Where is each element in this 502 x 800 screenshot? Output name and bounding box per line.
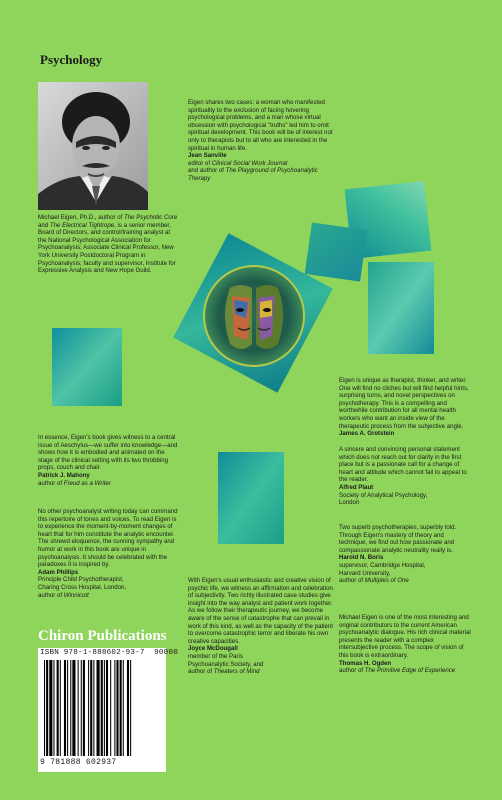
blurb-credential: Charing Cross Hospital, London, [38, 583, 127, 591]
barcode-bar [114, 660, 115, 756]
barcode-bar [106, 660, 108, 756]
bio-text: and [38, 221, 50, 229]
blurb-book-title: The Primitive Edge of Experience [364, 667, 456, 675]
isbn-line: ISBN 978-1-888602-93-7 90000 [40, 649, 178, 657]
barcode-bar [67, 660, 68, 756]
blurb-ogden [339, 614, 471, 675]
barcode-bar [83, 660, 85, 756]
barcode-bar [130, 660, 131, 756]
barcode-bar [120, 660, 122, 756]
blurb-credential: author of [188, 668, 214, 676]
blurb-credential: London [339, 499, 360, 507]
blurb-credential: Psychoanalytic Society, and [188, 660, 264, 668]
blurb-phillips [38, 508, 178, 599]
category-label: Psychology [40, 52, 103, 67]
bio-book-title: The Psychotic Core [124, 214, 178, 221]
blurb-credential: editor of [188, 159, 212, 167]
blurb-book-title: The Playground of Psychoanalytic Therapy [188, 167, 318, 182]
blurb-sanville [188, 99, 338, 183]
barcode-bar [60, 660, 61, 756]
blurb-boris [339, 524, 471, 585]
teal-square [218, 452, 284, 544]
blurb-attribution: Alfred Plaut [339, 483, 374, 491]
blurb-grotstein [339, 377, 471, 438]
blurb-credential: author of [38, 479, 64, 487]
barcode-bar [53, 660, 54, 756]
barcode-bar [110, 660, 111, 756]
blurb-book-title: Theaters of Mind [213, 668, 260, 676]
blurb-attribution: James A. Grotstein [339, 430, 395, 438]
blurb-credential: Harvard University, [339, 569, 391, 577]
blurb-text: Eigen is unique as therapist, thinker, and writer. One will find no cliches but will find helpful hints, surprising turns, and novel perspectives on psychotherapy. This is a compelling and worthwhile contribution for all mental health workers who want an inside view of the therapeutic process from the subjective angle. [339, 377, 469, 430]
bio-book-title: The Electrical Tightrope [49, 221, 115, 229]
blurb-credential: Principle Child Psychotherapist, [38, 576, 124, 584]
barcode-bar [49, 660, 52, 756]
author-bio [38, 214, 178, 275]
blurb-plaut [339, 446, 471, 507]
teal-square [368, 262, 434, 354]
barcode-bar [81, 660, 82, 756]
blurb-attribution: Joyce McDougall [188, 645, 238, 653]
barcode-bar [90, 660, 92, 756]
barcode [38, 648, 178, 772]
bio-text: Michael Eigen, Ph.D., author of [38, 214, 125, 221]
barcode-bar [64, 660, 66, 756]
blurb-book-title: Multiples of One [364, 577, 409, 585]
blurb-text: With Eigen's usual enthusiastic and creative vision of psychic life, we witness an affirmation and celebration of subjectivity. Two richly illustrated case studies give insight into the way analyst and patient work together. As we follow their therapeutic journey, we become aware of the sense of catastrophe that can prevail in work of this kind, as well as the capacity of the patient to overcome catastrophic terror and liberate his own creative capacities. [188, 577, 333, 645]
blurb-attribution: Patrick J. Mahony [38, 471, 90, 479]
barcode-bars [44, 660, 160, 756]
barcode-bar [97, 660, 100, 756]
blurb-credential: author of [339, 577, 365, 585]
blurb-text: A sincere and convincing personal statement which does not reach out for clarity in the first place but is a passionate call for a change of heart and attitude which cannot fail to appeal to the reader. [339, 446, 467, 484]
barcode-bar [44, 660, 45, 756]
teal-square [52, 328, 122, 406]
barcode-bar [93, 660, 94, 756]
blurb-credential: and author of [188, 167, 226, 175]
barcode-bar [88, 660, 89, 756]
barcode-bar [78, 660, 79, 756]
author-portrait [38, 82, 148, 210]
blurb-text: In essence, Eigen's book gives witness to a central issue of Aeschylus—we suffer into knowledge—and shows how it is embodied and animated on the stage of the clinical setting with its two throbbing props, couch and chair. [38, 434, 178, 472]
blurb-attribution: Harold N. Boris [339, 554, 384, 562]
blurb-book-title: Winnicott [63, 591, 89, 599]
blurb-text: No other psychoanalyst writing today can command this repertoire of tones and voices. To read Eigen is to experience the moment-by-moment changes of heart that for him constitute the analytic encounter. The shrewd eloquence, the cunning sympathy and humor at work in this book are unique in psychoanalysis. It should be celebrated with the paradoxes it is inspired by. [38, 508, 178, 569]
blurb-credential: supervisor, Cambridge Hospital, [339, 561, 426, 569]
barcode-bar [70, 660, 71, 756]
blurb-book-title: Clinical Social Work Journal [211, 159, 288, 167]
barcode-bar [127, 660, 129, 756]
barcode-bar [46, 660, 48, 756]
blurb-mcdougall [188, 577, 338, 676]
blurb-text: Eigen shares two cases: a woman who manifested spirituality to the exclusion of facing hovering psychological problems, and a man whose virtual obsession with psychological "truths" led him to omit spiritual development. This book will be of interest not only to therapists but to all who are interested in the spiritual in human life. [188, 99, 333, 152]
blurb-attribution: Thomas H. Ogden [339, 659, 392, 667]
blurb-book-title: Freud as a Writer [63, 479, 111, 487]
blurb-attribution: Jean Sanville [188, 152, 227, 160]
ean-digits: 9 781888 602937 [40, 758, 117, 767]
barcode-bar [123, 660, 124, 756]
publisher-imprint: Chiron Publications [38, 628, 167, 644]
blurb-mahony [38, 434, 178, 487]
blurb-attribution: Adam Phillips [38, 568, 79, 576]
blurb-text: Michael Eigen is one of the most interesting and original contributors to the current American psychoanalytic dialogue. His rich clinical material presents the reader with a complex intersubjective process. The scope of vision of this book is extraordinary. [339, 614, 471, 659]
two-faces-artwork [168, 228, 338, 398]
blurb-text: Two superb psychotherapies, superbly told. Through Eigen's mastery of theory and technique, we find out how passionate and compassionate analytic neutrality really is. [339, 524, 457, 554]
blurb-credential: member of the Paris [188, 652, 243, 660]
blurb-credential: Society of Analytical Psychology, [339, 491, 428, 499]
barcode-bar [116, 660, 118, 756]
bio-text: , is a senior member, Board of Directors, and control/training analyst at the National Psychological Association for Psychoanalysis; Associate Clinical Professor, New York University Postdoctoral Program in Psychoanalysis; faculty and supervisor, Institute for Expressive Analysis and New Hope Guild. [38, 221, 176, 275]
blurb-credential: author of [339, 667, 365, 675]
blurb-credential: author of [38, 591, 64, 599]
barcode-bar [101, 660, 103, 756]
barcode-bar [72, 660, 75, 756]
barcode-bar [57, 660, 59, 756]
barcode-bar [104, 660, 105, 756]
